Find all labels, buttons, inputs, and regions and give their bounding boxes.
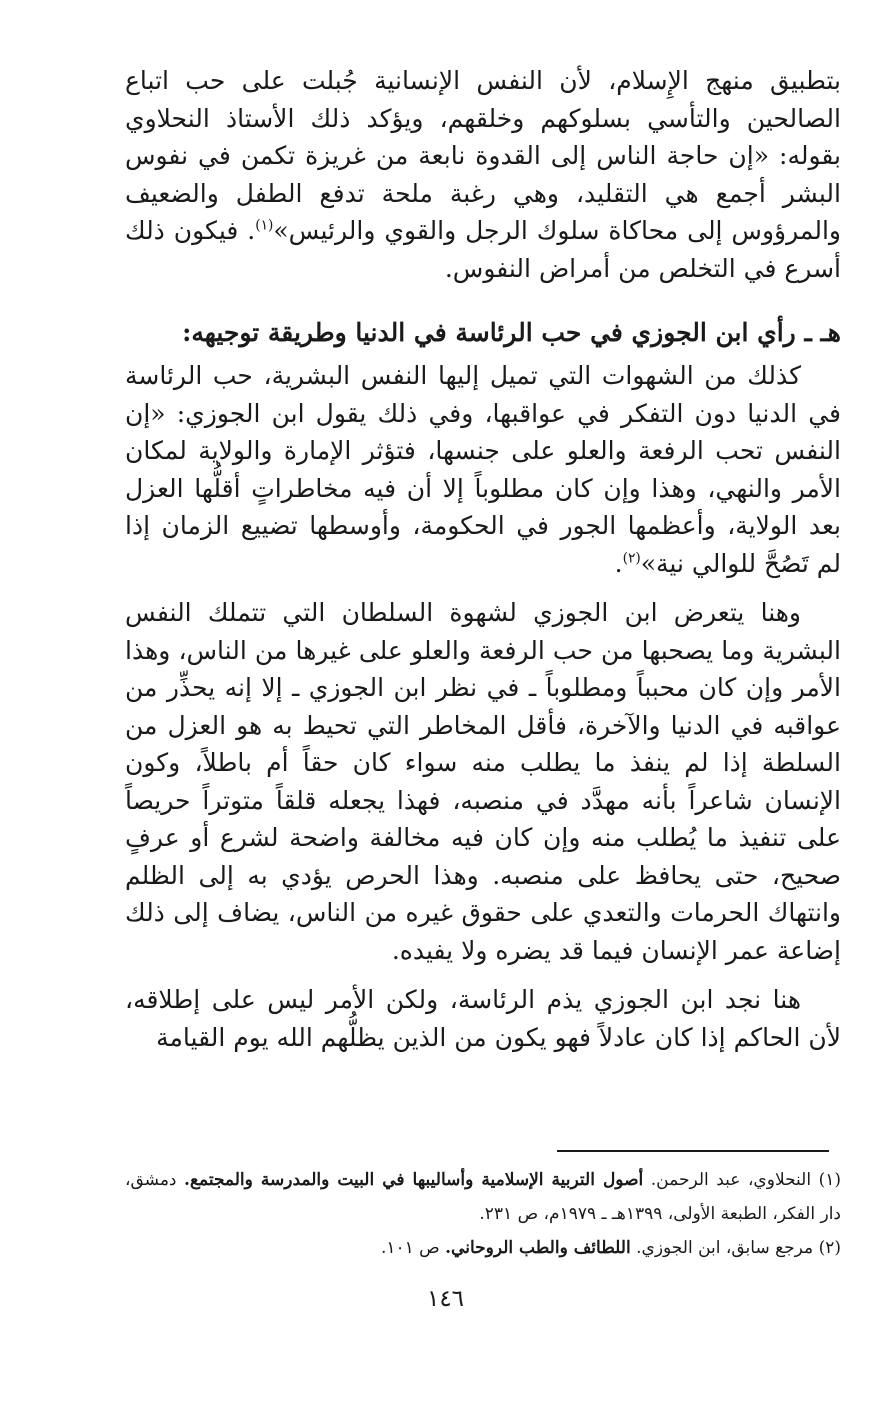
footnote-2-details: ص ١٠١. xyxy=(380,1238,440,1258)
footnote-ref-2[interactable]: (٢) xyxy=(622,550,641,567)
footnote-1-author: النحلاوي، عبد الرحمن. xyxy=(650,1170,812,1190)
paragraph-1 xyxy=(125,62,841,287)
footnote-2-author: مرجع سابق، ابن الجوزي. xyxy=(636,1238,814,1258)
page-number: ١٤٦ xyxy=(426,1286,465,1312)
footnote-1 xyxy=(125,1163,841,1231)
paragraph-4: هنا نجد ابن الجوزي يذم الرئاسة، ولكن الأمر ليس على إطلاقه، لأن الحاكم إذا كان عادلاً فهو يكون من الذين يظلُّهم الله يوم القيامة xyxy=(125,985,841,1052)
footnote-2 xyxy=(125,1231,841,1265)
paragraph-3: وهنا يتعرض ابن الجوزي لشهوة السلطان التي تتملك النفس البشرية وما يصحبها من حب الرفعة والعلو على غيرها من الناس، وهذا الأمر وإن كان محبباً ومطلوباً ـ في نظر ابن الجوزي ـ إلا إنه يحذِّر من عواقبه في الدنيا والآخرة، فأقل المخاطر التي تحيط به هو العزل من السلطة إذا لم ينفذ ما يطلب منه سواء كان حقاً أم باطلاً، وكون الإنسان شاعراً بأنه مهدَّد في منصبه، فهذا يجعله قلقاً متوتراً حريصاً على تنفيذ ما يُطلب منه وإن كان فيه مخالفة واضحة لشرع أو عرفٍ صحيح، حتى يحافظ على منصبه. وهذا الحرص يؤدي به إلى الظلم وانتهاك الحرمات والتعدي على حقوق غيره من الناس، يضاف إلى ذلك إضاعة عمر الإنسان فيما قد يضره ولا يفيده. xyxy=(125,598,841,965)
footnote-2-number: (٢) xyxy=(818,1238,841,1258)
footnote-2-title: اللطائف والطب الروحاني. xyxy=(445,1238,631,1258)
section-heading: هـ ـ رأي ابن الجوزي في حب الرئاسة في الدنيا وطريقة توجيهه: xyxy=(182,318,841,347)
paragraph-1-text: بتطبيق منهج الإِسلام، لأن النفس الإنسانية جُبلت على حب اتباع الصالحين والتأسي بسلوكهم وخلقهم، ويؤكد ذلك الأستاذ النحلاوي بقوله: «إن حاجة الناس إلى القدوة نابعة من غريزة تكمن في نفوس البشر أجمع هي التقليد، وهي رغبة ملحة تدفع الطفل والضعيف والمرؤوس إلى محاكاة سلوك الرجل والقوي والرئيس» xyxy=(125,66,841,245)
footnote-1-number: (١) xyxy=(818,1170,842,1190)
paragraph-1-tail: . فيكون ذلك أسرع في التخلص من أمراض النفوس. xyxy=(125,216,841,283)
footnote-1-title: أصول التربية الإسلامية وأساليبها في البيت والمدرسة والمجتمع. xyxy=(184,1170,644,1190)
footnotes xyxy=(125,1163,841,1265)
footnote-1-details: دمشق، دار الفكر، الطبعة الأولى، ١٣٩٩هـ ـ ١٩٧٩م، ص ٢٣١. xyxy=(125,1170,841,1224)
paragraph-2-tail: . xyxy=(614,548,623,578)
footnote-ref-1[interactable]: (١) xyxy=(255,217,274,234)
paragraph-2-text: كذلك من الشهوات التي تميل إليها النفس البشرية، حب الرئاسة في الدنيا دون التفكر في عواقبها، وفي ذلك يقول ابن الجوزي: «إن النفس تحب الرفعة والعلو على جنسها، فتؤثر الإمارة والولاية لمكان الأمر والنهي، وهذا وإن كان مطلوباً إلا أن فيه مخاطراتٍ أقلُّها العزل بعد الولاية، وأعظمها الجور في الحكومة، وأوسطها تضييع الزمان إذا لم تَصُحَّ للوالي نية» xyxy=(125,361,841,578)
paragraph-2 xyxy=(125,357,841,582)
page-body xyxy=(125,62,841,1056)
footnote-divider xyxy=(557,1150,829,1152)
